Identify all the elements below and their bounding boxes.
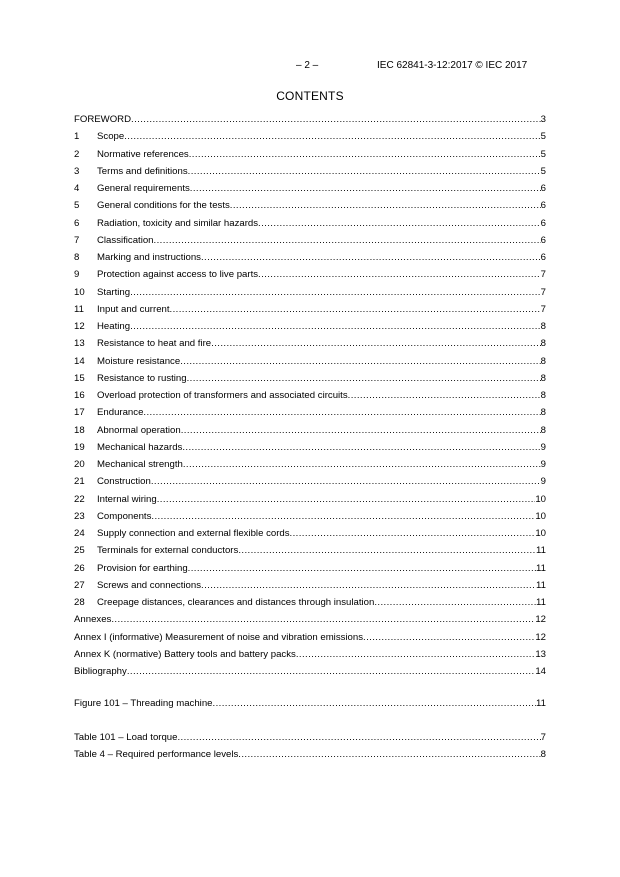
- toc-entry[interactable]: [74, 476, 546, 489]
- clause-number: 18: [74, 424, 85, 436]
- entry-title: Resistance to heat and fire: [97, 338, 212, 350]
- dot-leader: [189, 149, 541, 160]
- page-ref: 14: [535, 666, 546, 677]
- page-ref: 8: [540, 321, 546, 332]
- entry-title: FOREWORD: [74, 114, 132, 125]
- standard-reference: IEC 62841-3-12:2017 © IEC 2017: [377, 60, 528, 71]
- clause-number: 20: [74, 459, 85, 470]
- dot-leader: [130, 321, 541, 332]
- entry-title: Normative references: [97, 148, 189, 160]
- entry-title: Screws and connections: [97, 579, 201, 591]
- clause-number: 27: [74, 579, 85, 591]
- page-ref: 11: [536, 698, 546, 709]
- page-ref: 7: [540, 732, 546, 743]
- toc-entry[interactable]: [74, 338, 546, 351]
- page-title: CONTENTS: [276, 89, 344, 103]
- dot-leader: [188, 166, 541, 177]
- clause-number: 4: [74, 183, 80, 194]
- entry-title: Annex K (normative) Battery tools and battery packs: [74, 648, 296, 660]
- page-ref: 6: [540, 234, 546, 246]
- clause-number: 16: [74, 390, 85, 401]
- entry-title: Internal wiring: [97, 493, 157, 505]
- clause-number: 22: [74, 493, 85, 505]
- entry-title: Bibliography: [74, 666, 127, 677]
- dot-leader: [187, 373, 541, 384]
- dot-leader: [143, 407, 540, 418]
- page-ref: 11: [536, 579, 546, 591]
- dot-leader: [188, 563, 536, 574]
- page-ref: 12: [535, 631, 546, 643]
- page-number: – 2 –: [296, 60, 319, 71]
- dot-leader: [182, 442, 540, 453]
- page-ref: 5: [540, 148, 546, 160]
- clause-number: 5: [74, 200, 80, 212]
- toc-entry[interactable]: [74, 563, 546, 576]
- page-ref: 9: [540, 459, 546, 470]
- page-ref: 5: [540, 131, 546, 143]
- clause-number: 14: [74, 355, 85, 367]
- page-ref: 7: [540, 303, 546, 315]
- page-ref: 11: [536, 562, 546, 574]
- toc-entry[interactable]: [74, 459, 546, 472]
- page-ref: 9: [540, 441, 546, 453]
- dot-leader: [374, 597, 536, 608]
- entry-title: Endurance: [97, 407, 144, 419]
- page-ref: 6: [540, 200, 546, 212]
- toc-entry[interactable]: [74, 390, 546, 403]
- dot-leader: [127, 666, 536, 677]
- dot-leader: [157, 494, 536, 505]
- toc-entry[interactable]: [74, 149, 546, 162]
- dot-leader: [130, 287, 541, 298]
- toc-entry[interactable]: [74, 356, 546, 369]
- dot-leader: [230, 200, 541, 211]
- figure-entry[interactable]: [74, 698, 546, 711]
- dot-leader: [238, 545, 536, 556]
- toc-entry[interactable]: [74, 235, 546, 248]
- page-ref: 7: [540, 269, 546, 281]
- entry-title: Heating: [97, 321, 131, 332]
- page-ref: 8: [540, 390, 546, 401]
- entry-title: Creepage distances, clearances and distances through insulation: [97, 597, 375, 608]
- page-ref: 6: [540, 183, 546, 194]
- clause-number: 28: [74, 597, 85, 608]
- dot-leader: [258, 218, 541, 229]
- entry-title: Scope: [97, 131, 125, 143]
- toc-entry[interactable]: [74, 287, 546, 300]
- clause-number: 1: [74, 131, 80, 143]
- dot-leader: [201, 580, 536, 591]
- clause-number: 2: [74, 148, 80, 160]
- clause-number: 19: [74, 441, 85, 453]
- page-ref: 8: [540, 372, 546, 384]
- page-ref: 8: [540, 355, 546, 367]
- entry-title: Resistance to rusting: [97, 372, 187, 384]
- toc-entry[interactable]: [74, 321, 546, 334]
- clause-number: 25: [74, 545, 85, 557]
- toc-entry[interactable]: [74, 614, 546, 627]
- dot-leader: [213, 698, 537, 709]
- toc-entry[interactable]: [74, 580, 546, 593]
- toc-entry[interactable]: [74, 425, 546, 438]
- dot-leader: [131, 114, 541, 125]
- dot-leader: [177, 732, 540, 743]
- toc-entry[interactable]: [74, 494, 546, 507]
- clause-number: 10: [74, 286, 85, 298]
- clause-number: 9: [74, 269, 80, 281]
- entry-title: Starting: [97, 286, 131, 298]
- entry-title: Marking and instructions: [97, 252, 201, 263]
- entry-title: General conditions for the tests: [97, 200, 230, 212]
- toc-entry[interactable]: [74, 114, 546, 127]
- dot-leader: [348, 390, 541, 401]
- table-entry[interactable]: [74, 749, 546, 762]
- clause-number: 17: [74, 407, 85, 419]
- entry-title: Supply connection and external flexible cords: [97, 528, 290, 539]
- entry-title: Figure 101 – Threading machine: [74, 698, 213, 709]
- clause-number: 21: [74, 476, 85, 488]
- clause-number: 12: [74, 321, 85, 332]
- entry-title: Annexes: [74, 614, 112, 626]
- dot-leader: [111, 614, 535, 625]
- toc-entry[interactable]: [74, 407, 546, 420]
- entry-title: Input and current: [97, 303, 170, 315]
- toc-entry[interactable]: [74, 528, 546, 541]
- toc-entry[interactable]: [74, 545, 546, 558]
- entry-title: Terminals for external conductors: [97, 545, 239, 557]
- page-ref: 6: [540, 252, 546, 263]
- dot-leader: [211, 338, 541, 349]
- page-ref: 8: [540, 407, 546, 419]
- page-ref: 7: [540, 286, 546, 298]
- dot-leader: [258, 269, 541, 280]
- clause-number: 3: [74, 165, 80, 177]
- dot-leader: [151, 476, 541, 487]
- page-ref: 12: [535, 614, 546, 626]
- page-ref: 3: [540, 114, 546, 125]
- entry-title: Components: [97, 510, 152, 522]
- toc-entry[interactable]: [74, 632, 546, 645]
- dot-leader: [183, 459, 541, 470]
- toc-entry[interactable]: [74, 649, 546, 662]
- toc-entry[interactable]: [74, 131, 546, 144]
- page-ref: 11: [536, 597, 546, 608]
- page-ref: 8: [540, 424, 546, 436]
- page-ref: 10: [535, 528, 546, 539]
- page-ref: 10: [535, 510, 546, 522]
- page-ref: 5: [540, 165, 546, 177]
- page-ref: 6: [540, 217, 546, 229]
- entry-title: Construction: [97, 476, 151, 488]
- toc-entry[interactable]: [74, 183, 546, 196]
- clause-number: 6: [74, 217, 80, 229]
- clause-number: 11: [74, 303, 84, 315]
- toc-entry[interactable]: [74, 269, 546, 282]
- page-ref: 8: [540, 338, 546, 350]
- page-ref: 9: [540, 476, 546, 488]
- clause-number: 15: [74, 372, 85, 384]
- dot-leader: [201, 252, 541, 263]
- clause-number: 13: [74, 338, 85, 350]
- toc-entry[interactable]: [74, 218, 546, 231]
- dot-leader: [290, 528, 536, 539]
- entry-title: Protection against access to live parts: [97, 269, 259, 281]
- entry-title: Mechanical hazards: [97, 441, 183, 453]
- toc-entry[interactable]: [74, 442, 546, 455]
- page-ref: 10: [535, 493, 546, 505]
- toc-entry[interactable]: [74, 304, 546, 317]
- entry-title: Radiation, toxicity and similar hazards: [97, 217, 259, 229]
- toc-entry[interactable]: [74, 252, 546, 265]
- page-ref: 8: [540, 749, 546, 761]
- dot-leader: [181, 425, 541, 436]
- toc-entry[interactable]: [74, 511, 546, 524]
- dot-leader: [296, 649, 536, 660]
- toc-entry[interactable]: [74, 373, 546, 386]
- entry-title: Overload protection of transformers and associated circuits: [97, 390, 348, 401]
- entry-title: Provision for earthing: [97, 562, 188, 574]
- toc-entry[interactable]: [74, 166, 546, 179]
- page-ref: 13: [535, 648, 546, 660]
- entry-title: Table 4 – Required performance levels: [74, 749, 239, 761]
- page-ref: 11: [536, 545, 546, 557]
- table-entry[interactable]: [74, 732, 546, 745]
- dot-leader: [154, 235, 541, 246]
- clause-number: 26: [74, 562, 85, 574]
- entry-title: Mechanical strength: [97, 459, 183, 470]
- dot-leader: [363, 632, 535, 643]
- clause-number: 7: [74, 234, 80, 246]
- entry-title: Classification: [97, 234, 154, 246]
- clause-number: 23: [74, 510, 85, 522]
- entry-title: Annex I (informative) Measurement of noise and vibration emissions: [74, 631, 364, 643]
- toc-entry[interactable]: [74, 200, 546, 213]
- clause-number: 24: [74, 528, 85, 539]
- dot-leader: [170, 304, 541, 315]
- entry-title: Table 101 – Load torque: [74, 732, 178, 743]
- entry-title: General requirements: [97, 183, 190, 194]
- dot-leader: [151, 511, 535, 522]
- entry-title: Moisture resistance: [97, 355, 181, 367]
- dot-leader: [238, 749, 540, 760]
- entry-title: Abnormal operation: [97, 424, 181, 436]
- dot-leader: [124, 131, 540, 142]
- entry-title: Terms and definitions: [97, 165, 188, 177]
- dot-leader: [180, 356, 540, 367]
- toc-entry[interactable]: [74, 597, 546, 610]
- dot-leader: [190, 183, 541, 194]
- toc-entry[interactable]: [74, 666, 546, 679]
- clause-number: 8: [74, 252, 80, 263]
